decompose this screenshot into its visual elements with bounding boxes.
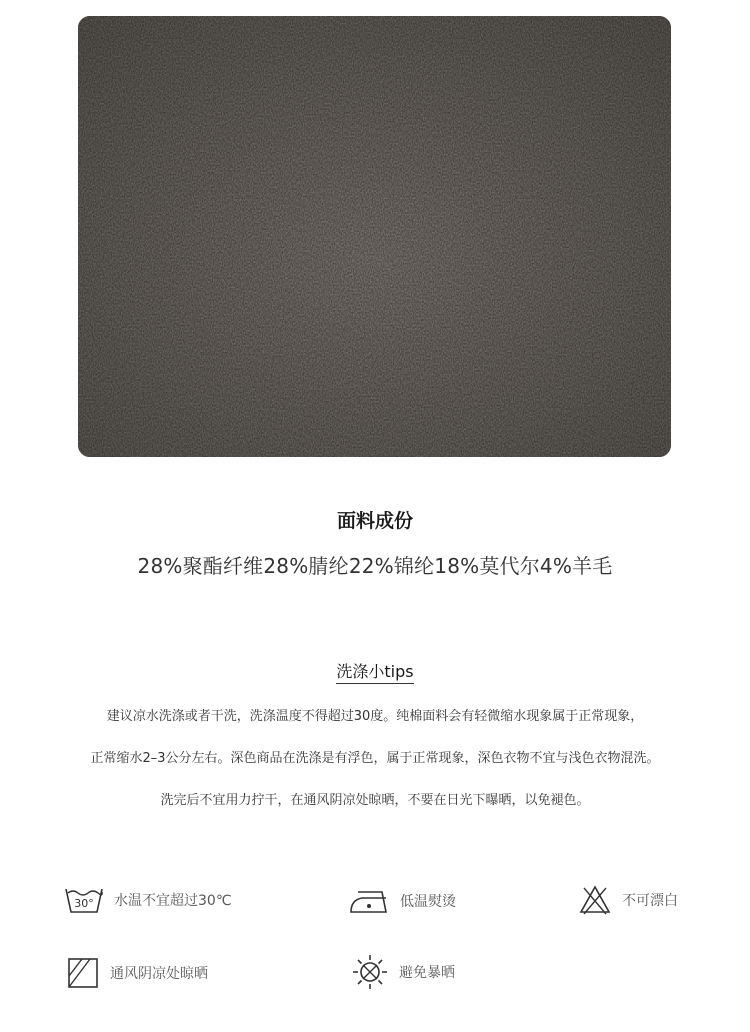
care-label-dry-shade: 通风阴凉处晾晒 bbox=[110, 966, 208, 982]
washing-tip-line-2: 正常缩水2–3公分左右。深色商品在洗涤是有浮色，属于正常现象，深色衣物不宜与浅色衣物混洗。 bbox=[90, 751, 660, 766]
washing-tips-title-text: 洗涤小tips bbox=[336, 662, 413, 684]
care-item-wash-temp bbox=[64, 884, 232, 916]
care-item-iron bbox=[348, 886, 456, 916]
fabric-swatch-image bbox=[78, 16, 671, 457]
fabric-section-title: 面料成份 bbox=[336, 510, 413, 532]
care-item-no-sun bbox=[351, 953, 455, 991]
no-bleach-icon bbox=[578, 884, 612, 916]
fabric-composition: 28%聚酯纤维28%腈纶22%锦纶18%莫代尔4%羊毛 bbox=[137, 554, 613, 578]
wash-tub-30-icon bbox=[64, 884, 104, 916]
washing-tips-title bbox=[0, 659, 750, 682]
washing-tip-line-1: 建议凉水洗涤或者干洗，洗涤温度不得超过30度。纯棉面料会有轻微缩水现象属于正常现象， bbox=[106, 709, 644, 724]
no-sun-icon bbox=[351, 953, 389, 991]
washing-tip-line-3: 洗完后不宜用力拧干，在通风阴凉处晾晒，不要在日光下曝晒，以免褪色。 bbox=[160, 793, 590, 808]
care-label-iron: 低温熨烫 bbox=[400, 894, 456, 910]
care-label-no-sun: 避免暴晒 bbox=[399, 965, 455, 981]
care-label-no-bleach: 不可漂白 bbox=[622, 893, 678, 909]
care-item-dry-shade bbox=[66, 956, 208, 990]
dry-in-shade-icon bbox=[66, 956, 100, 990]
wash-temp-value: 30° bbox=[74, 897, 94, 910]
iron-low-icon bbox=[348, 886, 390, 916]
care-label-wash-temp: 水温不宜超过30℃ bbox=[114, 893, 232, 909]
care-item-no-bleach bbox=[578, 884, 678, 916]
